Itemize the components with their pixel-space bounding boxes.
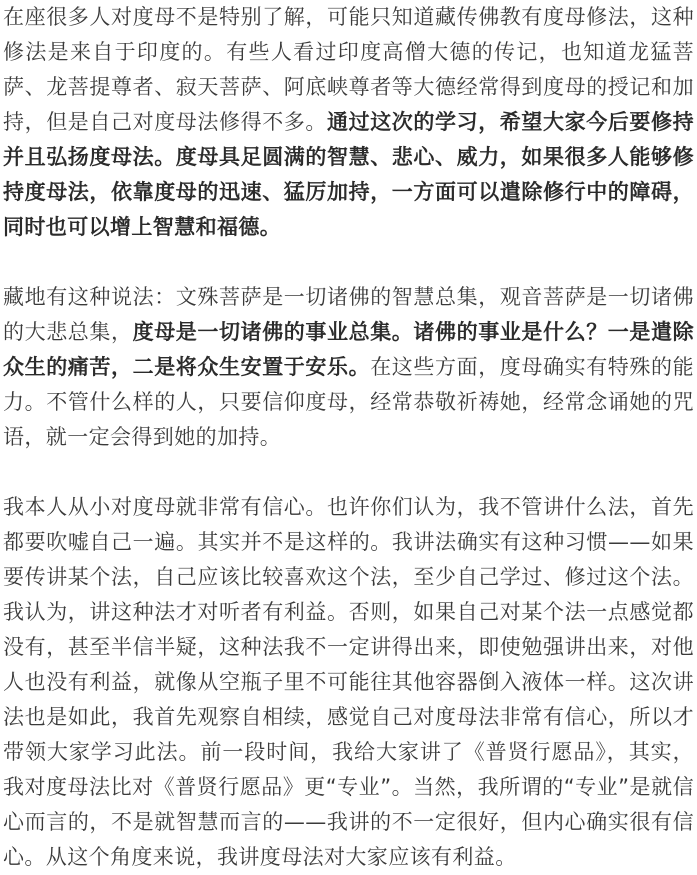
paragraph-3-text: 我本人从小对度母就非常有信心。也许你们认为，我不管讲什么法，首先都要吹嘘自己一遍。其实并不是这样的。我讲法确实有这种习惯——如果要传讲某个法，自己应该比较喜欢这个法，至少自己学过、修过这个法。我认为，讲这种法才对听者有利益。否则，如果自己对某个法一点感觉都没有，甚至半信半疑，这种法我不一定讲得出来，即使勉强讲出来，对他人也没有利益，就像从空瓶子里不可能往其他容器倒入液体一样。这次讲法也是如此，我首先观察自相续，感觉自己对度母法非常有信心，所以才带领大家学习此法。前一段时间，我给大家讲了《普贤行愿品》，其实，我对度母法比对《普贤行愿品》更“专业”。当然，我所谓的“专业”是就信心而言的，不是就智慧而言的——我讲的不一定很好，但内心确实很有信心。从这个角度来说，我讲度母法对大家应该有利益。 xyxy=(3,495,694,869)
paragraph-intro xyxy=(3,0,694,245)
paragraph-2-bold-text: 度母是一切诸佛的事业总集。诸佛的事业是什么？一是遣除众生的痛苦，二是将众生安置于安乐。 xyxy=(3,320,694,379)
paragraph-1-bold-text: 通过这次的学习，希望大家今后要修持并且弘扬度母法。度母具足圆满的智慧、悲心、威力，如果很多人能够修持度母法，依靠度母的迅速、猛厉加持，一方面可以遣除修行中的障碍，同时也可以增上智慧和福德。 xyxy=(3,110,694,239)
paragraph-2-text-end: 在这些方面，度母确实有特殊的能力。不管什么样的人，只要信仰度母，经常恭敬祈祷她，经常念诵她的咒语，就一定会得到她的加持。 xyxy=(3,355,694,449)
paragraph-2-text-start: 藏地有这种说法：文殊菩萨是一切诸佛的智慧总集，观音菩萨是一切诸佛的大悲总集， xyxy=(3,285,694,344)
paragraph-tibetan-saying xyxy=(3,280,694,455)
paragraph-personal-faith xyxy=(3,490,694,875)
paragraph-1-text: 在座很多人对度母不是特别了解，可能只知道藏传佛教有度母修法，这种修法是来自于印度的。有些人看过印度高僧大德的传记，也知道龙猛菩萨、龙菩提尊者、寂天菩萨、阿底峡尊者等大德经常得到度母的授记和加持，但是自己对度母法修得不多。 xyxy=(3,5,694,134)
